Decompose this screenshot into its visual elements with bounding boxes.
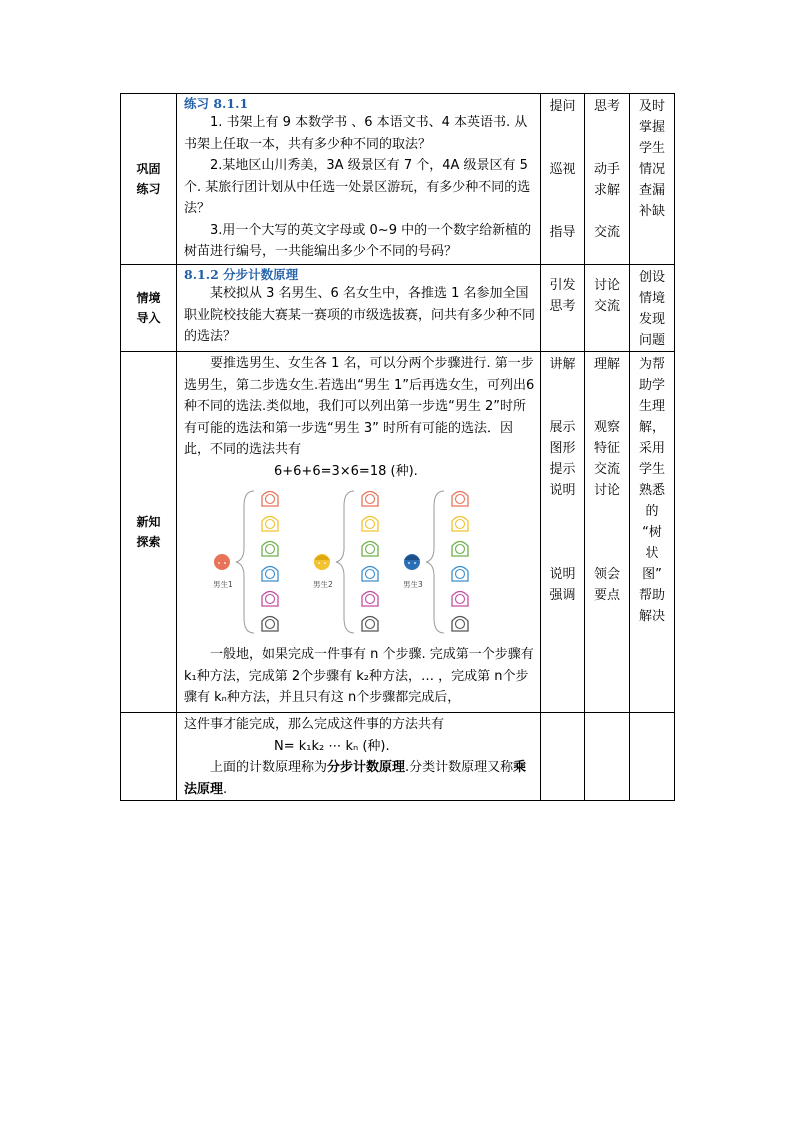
girl-icon (362, 592, 378, 607)
practice-teacher: 提问 巡视 指导 (541, 94, 585, 265)
cont-label (121, 713, 177, 801)
practice-student: 思考 动手 求解 交流 (585, 94, 630, 265)
intro-label: 情境 导入 (121, 265, 177, 352)
explore-teacher: 讲解 展示 图形 提示 说明 说明 强调 (541, 352, 585, 713)
cont-intent (630, 713, 675, 801)
girl-icon (262, 542, 278, 557)
girl-icon (262, 492, 278, 507)
girl-icon (452, 592, 468, 607)
practice-label: 巩固 练习 (121, 94, 177, 265)
explore-label: 新知 探索 (121, 352, 177, 713)
girl-icon (262, 517, 278, 532)
explore-intent: 为帮 助学 生理 解， 采用 学生 熟悉 的 “树 状 图” 帮助 解决 (630, 352, 675, 713)
girl-icon (362, 492, 378, 507)
cont-line1: 这件事才能完成，那么完成这件事的方法共有 (184, 717, 445, 732)
tree-group-2 (313, 491, 354, 633)
tree-group-3 (403, 491, 444, 633)
girl-icon (452, 517, 468, 532)
intro-content (177, 265, 541, 352)
girl-icon (452, 567, 468, 582)
girl-icon (452, 617, 468, 632)
girl-icon (452, 492, 468, 507)
cont-line2: 上面的计数原理称为分步计数原理.分类计数原理又称乘法原理. (184, 760, 527, 797)
boy-1-label: 男生1 (213, 580, 233, 589)
girl-icon (452, 542, 468, 557)
girl-icon (262, 617, 278, 632)
girl-icons (262, 492, 468, 632)
explore-student: 理解 观察 特征 交流 讨论 领会 要点 (585, 352, 630, 713)
cont-student (585, 713, 630, 801)
tree-diagram (184, 486, 504, 638)
intro-title: 8.1.2 分步计数原理 (184, 267, 299, 282)
intro-student: 讨论 交流 (585, 265, 630, 352)
girl-icon (262, 567, 278, 582)
practice-intent: 及时 掌握 学生 情况 查漏 补缺 (630, 94, 675, 265)
girl-icon (362, 617, 378, 632)
explore-content (177, 352, 541, 713)
practice-content (177, 94, 541, 265)
practice-q2: 2.某地区山川秀美，3A 级景区有 7 个，4A 级景区有 5 个. 某旅行团计划从中任选一处景区游玩，有多少种不同的选法？ (184, 158, 531, 216)
girl-icon (362, 542, 378, 557)
row-practice (121, 94, 675, 265)
cont-content (177, 713, 541, 801)
intro-text: 某校拟从 3 名男生、6 名女生中，各推选 1 名参加全国职业院校技能大赛某一赛项的市级选拔赛，问共有多少种不同的选法？ (184, 286, 536, 344)
practice-q3: 3.用一个大写的英文字母或 0~9 中的一个数字给新植的树苗进行编号，一共能编出多少个不同的号码？ (184, 222, 532, 259)
girl-icon (262, 592, 278, 607)
boy-2-label: 男生2 (313, 580, 333, 589)
row-continuation (121, 713, 675, 801)
row-explore (121, 352, 675, 713)
cont-formula: N= k₁k₂ ⋯ kₙ (种). (274, 738, 390, 754)
practice-q1: 1. 书架上有 9 本数学书 、6 本语文书、4 本英语书. 从书架上任取一本，共有多少种不同的取法？ (184, 115, 528, 152)
lesson-table (120, 93, 675, 801)
practice-title: 练习 8.1.1 (184, 96, 249, 111)
tree-group-1 (213, 491, 254, 633)
girl-icon (362, 567, 378, 582)
explore-para1: 要推选男生、女生各 1 名，可以分两个步骤进行. 第一步选男生，第二步选女生.若选出“男生 1”后再选女生，可列出6种不同的选法.类似地，我们可以列出第一步选“男生 2”时所有可能的选法和第一步选“男生 3” 时所有可能的选法．因此，不同的选法共有 (184, 356, 535, 457)
girl-icon (362, 517, 378, 532)
cont-teacher (541, 713, 585, 801)
explore-formula: 6+6+6=3×6=18 (种). (274, 463, 418, 479)
intro-teacher: 引发 思考 (541, 265, 585, 352)
intro-intent: 创设 情境 发现 问题 (630, 265, 675, 352)
explore-para2: 一般地，如果完成一件事有 n 个步骤. 完成第一个步骤有 k₁种方法，完成第 2个步骤有 k₂种方法，… ，完成第 n个步骤有 kₙ种方法，并且只有这 n个步骤都完成后， (184, 647, 534, 705)
row-intro (121, 265, 675, 352)
boy-3-label: 男生3 (403, 580, 423, 589)
